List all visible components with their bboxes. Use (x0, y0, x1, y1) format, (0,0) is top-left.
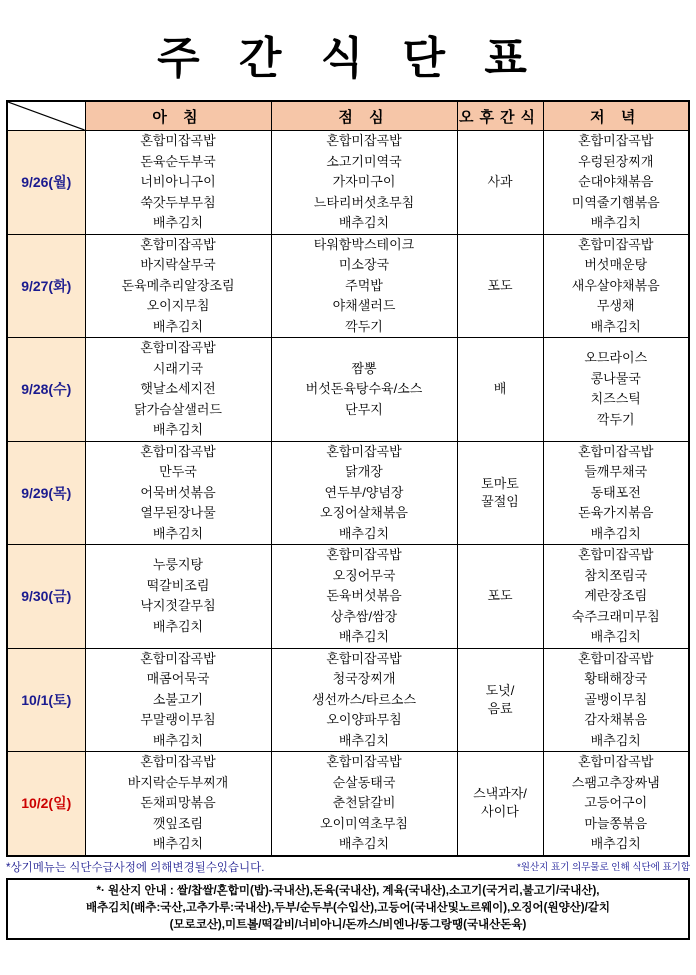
column-header-lunch: 점 심 (271, 101, 457, 131)
table-row (7, 131, 689, 235)
menu-item: 배추김치 (338, 629, 390, 644)
menu-item: 미소장국 (338, 257, 390, 272)
dinner-cell (543, 648, 689, 752)
table-row (7, 648, 689, 752)
menu-item: 혼합미잡곡밥 (140, 340, 216, 355)
table-header (7, 101, 689, 131)
day-cell: 9/26(월) (7, 131, 85, 235)
menu-item: 골뱅이무침 (584, 691, 648, 707)
breakfast-cell (85, 441, 271, 545)
menu-item: 배추김치 (152, 422, 204, 437)
menu-item: 혼합미잡곡밥 (326, 443, 402, 459)
menu-item: 돈육순두부국 (140, 153, 216, 169)
breakfast-cell (85, 752, 271, 856)
menu-item: 콩나물국 (590, 370, 641, 386)
menu-item: 오이미역초무침 (320, 815, 408, 831)
snack-item: 사과 (487, 174, 513, 190)
notes-row (6, 859, 690, 875)
menu-item: 고등어구이 (584, 795, 648, 810)
menu-item: 치즈스틱 (590, 391, 641, 407)
menu-item: 혼합미잡곡밥 (578, 133, 654, 148)
menu-item: 혼합미잡곡밥 (140, 650, 216, 666)
snack-cell (457, 131, 543, 235)
menu-item: 만두국 (159, 464, 197, 479)
menu-item: 바지락살무국 (140, 257, 216, 272)
menu-item: 혼합미잡곡밥 (140, 236, 216, 252)
snack-item: 도넛/ (485, 682, 515, 698)
menu-item: 숙주크래미무침 (571, 608, 660, 624)
menu-item: 매콤어묵국 (146, 671, 210, 686)
menu-item: 배추김치 (338, 215, 390, 230)
day-cell: 9/28(수) (7, 338, 85, 442)
page-title: 주 간 식 단 표 (157, 33, 539, 84)
menu-item: 배추김치 (338, 836, 390, 851)
menu-item: 들깨무채국 (584, 464, 648, 479)
menu-item: 배추김치 (590, 629, 641, 644)
menu-item: 혼합미잡곡밥 (578, 650, 654, 666)
menu-item: 오징어무국 (332, 567, 396, 583)
snack-item: 꿀절임 (481, 493, 519, 509)
snack-item: 포도 (487, 588, 513, 604)
origin-line-1: *· 원산지 안내 : 쌀/찹쌀/혼합미(밥)-국내산),돈육(국내산), 계육(국내산),소고기(국거리,불고기/국내산), (96, 884, 600, 897)
day-cell: 9/27(화) (7, 234, 85, 338)
menu-item: 닭가슴살샐러드 (134, 401, 222, 417)
dinner-cell (543, 441, 689, 545)
menu-item: 배추김치 (338, 525, 390, 541)
snack-cell (457, 752, 543, 856)
menu-item: 낙지젓갈무침 (140, 598, 216, 614)
menu-item: 혼합미잡곡밥 (326, 133, 402, 148)
snack-cell (457, 234, 543, 338)
menu-item: 혼합미잡곡밥 (326, 650, 402, 666)
menu-item: 떡갈비조림 (146, 577, 210, 593)
day-cell: 10/1(토) (7, 648, 85, 752)
menu-item: 마늘쫑볶음 (584, 815, 648, 831)
menu-item: 햇날소세지전 (140, 381, 216, 396)
menu-item: 배추김치 (152, 525, 204, 541)
menu-item: 가자미구이 (332, 174, 396, 189)
menu-item: 혼합미잡곡밥 (140, 133, 216, 148)
menu-item: 너비아니구이 (140, 174, 216, 189)
lunch-cell (271, 648, 457, 752)
lunch-cell (271, 441, 457, 545)
menu-item: 시래기국 (152, 360, 204, 376)
lunch-cell (271, 752, 457, 856)
menu-item: 동태포전 (590, 484, 641, 500)
snack-cell (457, 338, 543, 442)
menu-item: 오이양파무침 (326, 712, 402, 727)
menu-item: 오이지무침 (146, 298, 210, 313)
menu-item: 돈육버섯볶음 (326, 588, 402, 603)
menu-item: 춘천닭갈비 (332, 795, 396, 810)
table-body (7, 131, 689, 856)
menu-item: 황태해장국 (584, 671, 648, 686)
menu-item: 혼합미잡곡밥 (578, 236, 654, 252)
menu-item: 버섯돈육탕수육/소스 (305, 381, 423, 396)
snack-item: 포도 (487, 277, 513, 293)
day-cell: 9/29(목) (7, 441, 85, 545)
origin-line-2: 배추김치(배추:국산,고추가루:국내산),두부/순두부(수입산),고등어(국내산및노르웨이),오징어(원양산)/갈치 (85, 901, 611, 914)
menu-item: 타워함박스테이크 (313, 236, 415, 252)
menu-item: 바지락순두부찌개 (127, 774, 229, 790)
column-header-snack: 오후간식 (457, 101, 543, 131)
menu-item: 돈채피망볶음 (140, 795, 216, 810)
menu-item: 쑥갓두부무침 (140, 194, 216, 210)
menu-item: 소불고기 (152, 691, 204, 707)
dinner-cell (543, 234, 689, 338)
menu-item: 배추김치 (152, 215, 204, 230)
menu-item: 새우살야채볶음 (571, 277, 660, 293)
menu-item: 배추김치 (590, 525, 641, 541)
menu-item: 닭개장 (345, 464, 383, 479)
menu-item: 오징어살채볶음 (320, 505, 408, 520)
origin-info-box (6, 878, 690, 940)
menu-item: 순살동태국 (332, 774, 396, 790)
weekly-menu-table (6, 100, 690, 857)
menu-item: 배추김치 (152, 618, 204, 634)
snack-item: 토마토 (481, 475, 519, 491)
menu-item: 배추김치 (590, 836, 641, 851)
menu-item: 단무지 (345, 401, 383, 417)
menu-item: 배추김치 (590, 318, 641, 334)
breakfast-cell (85, 234, 271, 338)
menu-item: 버섯매운탕 (584, 257, 648, 272)
lunch-cell (271, 234, 457, 338)
menu-item: 혼합미잡곡밥 (140, 754, 216, 769)
menu-item: 배추김치 (590, 732, 641, 748)
menu-item: 혼합미잡곡밥 (578, 547, 654, 562)
menu-item: 청국장찌개 (332, 671, 396, 686)
menu-item: 깍두기 (345, 318, 383, 334)
menu-item: 상추쌈/쌈장 (330, 608, 398, 624)
table-row (7, 752, 689, 856)
menu-item: 미역줄기햄볶음 (571, 194, 660, 210)
diagonal-line-icon (8, 102, 85, 130)
breakfast-cell (85, 545, 271, 649)
day-cell: 9/30(금) (7, 545, 85, 649)
snack-cell (457, 648, 543, 752)
menu-item: 혼합미잡곡밥 (578, 443, 654, 459)
lunch-cell (271, 338, 457, 442)
menu-item: 배추김치 (338, 732, 390, 748)
menu-item: 돈육가지볶음 (578, 505, 654, 520)
menu-item: 배추김치 (152, 318, 204, 334)
dinner-cell (543, 131, 689, 235)
menu-item: 배추김치 (152, 836, 204, 851)
menu-item: 스팸고추장짜냄 (571, 774, 660, 790)
breakfast-cell (85, 338, 271, 442)
menu-item: 깻잎조림 (152, 815, 204, 831)
origin-label-note: *원산지 표기 의무물로 인해 식단에 표기함 (517, 861, 690, 873)
menu-item: 감자채볶음 (584, 712, 648, 727)
table-row (7, 234, 689, 338)
menu-item: 배추김치 (590, 215, 641, 230)
menu-item: 연두부/양념장 (324, 484, 404, 500)
column-header-dinner: 저 녁 (543, 101, 689, 131)
snack-cell (457, 441, 543, 545)
corner-cell (7, 101, 85, 131)
menu-item: 소고기미역국 (326, 153, 402, 169)
menu-item: 누룽지탕 (152, 557, 204, 573)
origin-line-3: (모로코산),미트볼/떡갈비/너비아니/돈까스/비엔나/동그랑땡(국내산돈육) (169, 918, 527, 931)
menu-item: 무말랭이무침 (140, 712, 216, 727)
day-cell: 10/2(일) (7, 752, 85, 856)
menu-item: 생선까스/타르소스 (311, 691, 417, 707)
snack-item: 스낵과자/ (473, 786, 527, 802)
menu-item: 배추김치 (152, 732, 204, 748)
snack-item: 음료 (487, 700, 513, 716)
menu-item: 무생채 (596, 298, 635, 313)
column-header-breakfast: 아 침 (85, 101, 271, 131)
menu-item: 깍두기 (596, 411, 635, 427)
breakfast-cell (85, 131, 271, 235)
table-row (7, 441, 689, 545)
menu-item: 혼합미잡곡밥 (140, 443, 216, 459)
menu-item: 순대야채볶음 (578, 174, 654, 189)
breakfast-cell (85, 648, 271, 752)
menu-item: 계란장조림 (584, 588, 648, 603)
table-row (7, 338, 689, 442)
menu-item: 주먹밥 (345, 277, 383, 293)
dinner-cell (543, 338, 689, 442)
menu-item: 혼합미잡곡밥 (326, 754, 402, 769)
menu-item: 돈육메추리알장조림 (121, 277, 235, 293)
menu-item: 느타리버섯초무침 (313, 194, 415, 210)
menu-item: 오므라이스 (584, 350, 648, 366)
dinner-cell (543, 545, 689, 649)
menu-item: 열무된장나물 (140, 505, 216, 520)
menu-item: 야채샐러드 (332, 298, 396, 313)
snack-item: 배 (493, 381, 507, 397)
lunch-cell (271, 131, 457, 235)
menu-item: 우렁된장찌개 (578, 153, 654, 169)
table-row (7, 545, 689, 649)
lunch-cell (271, 545, 457, 649)
menu-item: 참치쪼림국 (584, 567, 648, 583)
snack-cell (457, 545, 543, 649)
dinner-cell (543, 752, 689, 856)
snack-item: 사이다 (481, 804, 519, 820)
menu-change-note: *상기메뉴는 식단수급사정에 의해변경될수있습니다. (6, 861, 265, 874)
menu-item: 혼합미잡곡밥 (326, 547, 402, 562)
menu-item: 어묵버섯볶음 (140, 484, 216, 500)
menu-item: 혼합미잡곡밥 (578, 754, 654, 769)
menu-item: 짬뽕 (351, 360, 377, 376)
